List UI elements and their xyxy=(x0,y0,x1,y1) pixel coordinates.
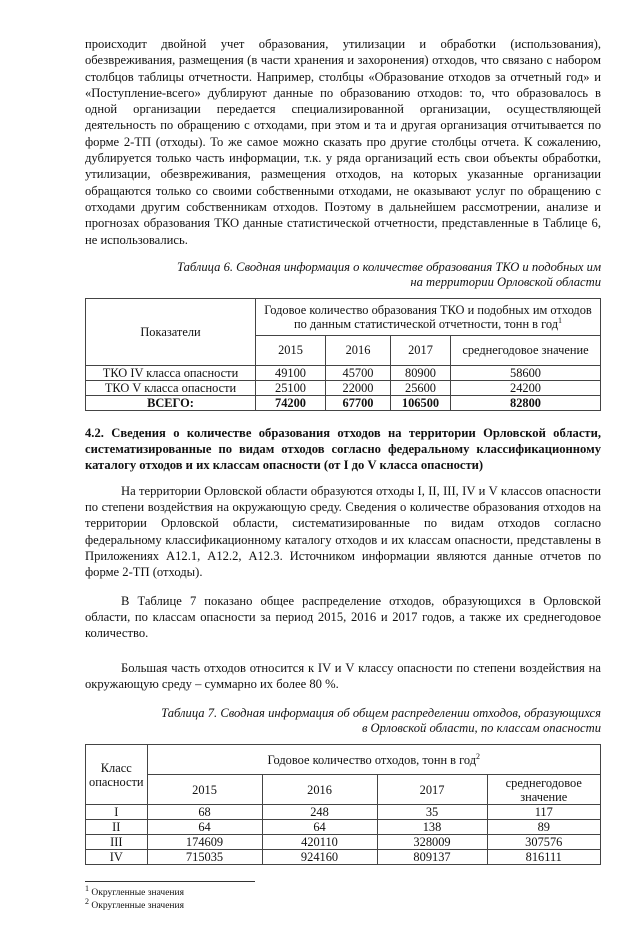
footnotes xyxy=(85,882,601,913)
table-row xyxy=(86,820,601,835)
header-group-text: Годовое количество образования ТКО и подобных им отходов по данным статистической отчетности, тонн в год xyxy=(264,302,592,331)
header-average: среднегодовое значение xyxy=(451,335,601,365)
cell: 816111 xyxy=(487,850,600,865)
cell: 715035 xyxy=(147,850,262,865)
cell: II xyxy=(86,820,148,835)
cell: 106500 xyxy=(391,395,451,410)
table7 xyxy=(85,744,601,865)
cell: ТКО IV класса опасности xyxy=(86,365,256,380)
document-page xyxy=(85,0,601,933)
table-row xyxy=(86,380,601,395)
paragraph-4 xyxy=(85,660,601,693)
cell: 924160 xyxy=(262,850,377,865)
paragraph-text: Большая часть отходов относится к IV и V классу опасности по степени воздействия на окружающую среду – суммарно их более 80 %. xyxy=(85,660,601,691)
header-year: 2017 xyxy=(377,775,487,805)
section-heading xyxy=(85,425,601,473)
cell: 138 xyxy=(377,820,487,835)
footnote-mark: 1 xyxy=(85,883,89,893)
cell: 82800 xyxy=(451,395,601,410)
cell: 64 xyxy=(262,820,377,835)
footnote-text: Округленные значения xyxy=(91,901,184,912)
cell: I xyxy=(86,805,148,820)
header-year: 2015 xyxy=(256,335,326,365)
cell: 22000 xyxy=(326,380,391,395)
cell: 35 xyxy=(377,805,487,820)
total-row xyxy=(86,395,601,410)
cell: 25100 xyxy=(256,380,326,395)
cell: 45700 xyxy=(326,365,391,380)
header-year: 2017 xyxy=(391,335,451,365)
cell: 64 xyxy=(147,820,262,835)
header-group xyxy=(147,745,600,775)
header-class: Класс опасности xyxy=(86,745,148,805)
footnote-1 xyxy=(85,883,601,900)
caption-line: Таблица 6. Сводная информация о количестве образования ТКО и подобных им xyxy=(177,259,601,274)
paragraph-3 xyxy=(85,593,601,642)
header-year: 2015 xyxy=(147,775,262,805)
paragraph-text: В Таблице 7 показано общее распределение отходов, образующихся в Орловской области, по классам опасности за период 2015, 2016 и 2017 годов, а также их среднегодовое количество. xyxy=(85,593,601,641)
cell: 420110 xyxy=(262,835,377,850)
paragraph-text: происходит двойной учет образования, утилизации и обработки (использования), обезвреживания, размещения (в части хранения и захоронения) отходов, что связано с набором столбцов таблицы отчетности. Например, столбцы «Образование отходов за отчетный год» и «Поступление-всего» дублируют данные по образованию отходов: то, что образовалось в одной организации передается специализированной организации, осуществляющей деятельность по обращению с отходами, при этом и та и другая организация отчитывается по форме 2-ТП (отходы). То же самое можно сказать про другие столбцы отчета. К сожалению, дублируется только часть информации, т.к. у ряда организаций есть свои объекты обработки, утилизации, обезвреживания, размещения отходов, на которых указанные организации обращаются только со своими собственными отходами, не оказывают услуг по обращению с отходами другим собственникам отходов. Поэтому в дальнейшем рассмотрении, анализе и прогнозах образования ТКО данные статистической отчетности, представленные в Таблице 6, не использовались. xyxy=(85,37,601,247)
table-row xyxy=(86,835,601,850)
paragraph-2 xyxy=(85,483,601,581)
cell: 24200 xyxy=(451,380,601,395)
header-group-text: Годовое количество отходов, тонн в год xyxy=(267,752,477,767)
footnote-text: Округленные значения xyxy=(91,888,184,899)
cell: 58600 xyxy=(451,365,601,380)
footnote-2 xyxy=(85,896,601,913)
table-row xyxy=(86,805,601,820)
header-average: среднегодовое значение xyxy=(487,775,600,805)
paragraph-text: На территории Орловской области образуются отходы I, II, III, IV и V классов опасности по степени воздействия на окружающую среду. Сведения о количестве образования отходов на территории Орловской области, систематизированные по видам отходов согласно федеральному классификационному каталогу отходов и их классам опасности, представлены в Приложениях А12.1, А12.2, А12.3. Источником информации являются данные отчетов по форме 2-ТП (отходы). xyxy=(85,483,601,580)
footnote-ref: 1 xyxy=(558,315,563,325)
cell: 809137 xyxy=(377,850,487,865)
header-indicator: Показатели xyxy=(86,298,256,365)
cell: 174609 xyxy=(147,835,262,850)
footnote-mark: 2 xyxy=(85,896,89,906)
cell: III xyxy=(86,835,148,850)
cell: 67700 xyxy=(326,395,391,410)
table7-caption xyxy=(85,706,601,736)
cell: 49100 xyxy=(256,365,326,380)
paragraph-1 xyxy=(85,36,601,248)
caption-line: Таблица 7. Сводная информация об общем распределении отходов, образующихся xyxy=(161,706,601,721)
caption-line: в Орловской области, по классам опасности xyxy=(361,721,601,736)
cell: 248 xyxy=(262,805,377,820)
header-year: 2016 xyxy=(326,335,391,365)
cell: 328009 xyxy=(377,835,487,850)
table6-caption xyxy=(85,260,601,290)
cell: 25600 xyxy=(391,380,451,395)
cell: 307576 xyxy=(487,835,600,850)
table-row xyxy=(86,365,601,380)
cell: ТКО V класса опасности xyxy=(86,380,256,395)
heading-text: 4.2. Сведения о количестве образования отходов на территории Орловской области, систематизированные по видам отходов согласно федеральному классификационному каталогу отходов и их классам опасности (от I до V класса опасности) xyxy=(85,425,601,472)
table-row xyxy=(86,850,601,865)
header-year: 2016 xyxy=(262,775,377,805)
cell: ВСЕГО: xyxy=(86,395,256,410)
cell: 68 xyxy=(147,805,262,820)
cell: 74200 xyxy=(256,395,326,410)
caption-line: на территории Орловской области xyxy=(410,274,601,289)
cell: 117 xyxy=(487,805,600,820)
cell: 80900 xyxy=(391,365,451,380)
footnote-ref: 2 xyxy=(476,751,481,761)
cell: IV xyxy=(86,850,148,865)
table6 xyxy=(85,298,601,411)
cell: 89 xyxy=(487,820,600,835)
header-group xyxy=(256,298,601,335)
